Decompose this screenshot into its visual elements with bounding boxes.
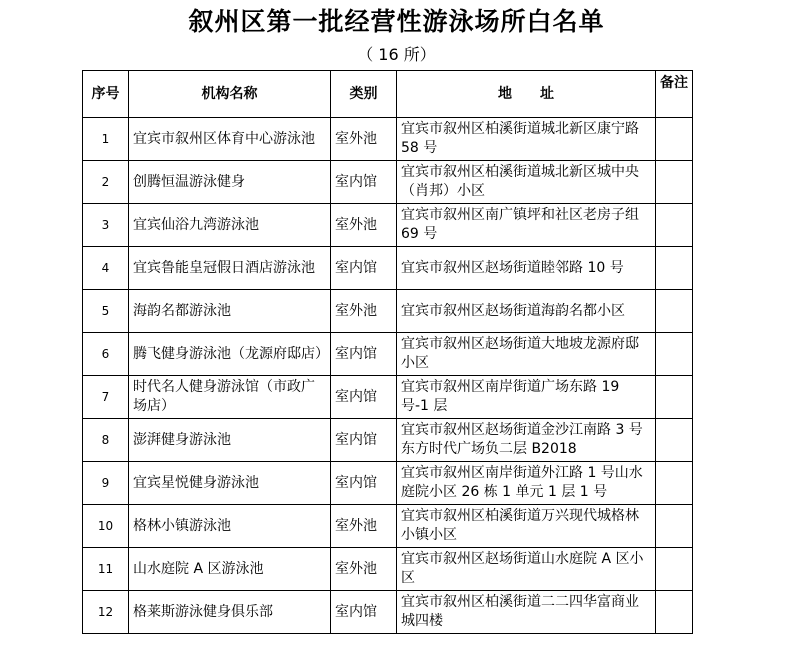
facility-type: 室外池 <box>331 118 397 161</box>
facility-address: 宜宾市叙州区南岸街道广场东路 19 号-1 层 <box>397 376 656 419</box>
facility-note <box>656 118 693 161</box>
facility-name: 山水庭院 A 区游泳池 <box>129 548 331 591</box>
table-row <box>83 290 693 333</box>
header-address: 地 址 <box>397 71 656 118</box>
row-index: 12 <box>83 591 129 634</box>
facility-type: 室外池 <box>331 548 397 591</box>
facility-name: 宜宾仙浴九湾游泳池 <box>129 204 331 247</box>
document-title: 叙州区第一批经营性游泳场所白名单 <box>188 7 605 36</box>
header-type: 类别 <box>331 71 397 118</box>
facility-note <box>656 204 693 247</box>
facility-type: 室内馆 <box>331 376 397 419</box>
facility-type: 室外池 <box>331 204 397 247</box>
facility-name: 格莱斯游泳健身俱乐部 <box>129 591 331 634</box>
document-subtitle: （ 16 所） <box>357 45 436 64</box>
facility-address: 宜宾市叙州区柏溪街道万兴现代城格林小镇小区 <box>397 505 656 548</box>
row-index: 11 <box>83 548 129 591</box>
facility-name: 腾飞健身游泳池（龙源府邸店） <box>129 333 331 376</box>
table-row <box>83 376 693 419</box>
row-index: 2 <box>83 161 129 204</box>
table-row <box>83 591 693 634</box>
facility-type: 室内馆 <box>331 462 397 505</box>
row-index: 3 <box>83 204 129 247</box>
facility-address: 宜宾市叙州区赵场街道大地坡龙源府邸小区 <box>397 333 656 376</box>
facility-address: 宜宾市叙州区柏溪街道城北新区城中央（肖邦）小区 <box>397 161 656 204</box>
facility-note <box>656 419 693 462</box>
table-row <box>83 505 693 548</box>
table-header-row <box>83 71 693 118</box>
whitelist-table <box>82 70 693 634</box>
table-row <box>83 419 693 462</box>
header-name: 机构名称 <box>129 71 331 118</box>
table-body <box>83 118 693 634</box>
facility-name: 宜宾星悦健身游泳池 <box>129 462 331 505</box>
table-row <box>83 462 693 505</box>
row-index: 7 <box>83 376 129 419</box>
facility-type: 室外池 <box>331 290 397 333</box>
facility-name: 海韵名都游泳池 <box>129 290 331 333</box>
row-index: 8 <box>83 419 129 462</box>
header-index: 序号 <box>83 71 129 118</box>
facility-note <box>656 290 693 333</box>
facility-address: 宜宾市叙州区赵场街道海韵名都小区 <box>397 290 656 333</box>
header-note: 备注 <box>656 71 693 118</box>
facility-note <box>656 505 693 548</box>
facility-note <box>656 548 693 591</box>
table-row <box>83 161 693 204</box>
facility-name: 格林小镇游泳池 <box>129 505 331 548</box>
facility-note <box>656 247 693 290</box>
facility-address: 宜宾市叙州区南广镇坪和社区老房子组 69 号 <box>397 204 656 247</box>
table-row <box>83 333 693 376</box>
facility-note <box>656 591 693 634</box>
facility-note <box>656 161 693 204</box>
facility-name: 创腾恒温游泳健身 <box>129 161 331 204</box>
facility-name: 宜宾鲁能皇冠假日酒店游泳池 <box>129 247 331 290</box>
facility-name: 澎湃健身游泳池 <box>129 419 331 462</box>
row-index: 6 <box>83 333 129 376</box>
facility-note <box>656 462 693 505</box>
facility-address: 宜宾市叙州区柏溪街道城北新区康宁路 58 号 <box>397 118 656 161</box>
row-index: 9 <box>83 462 129 505</box>
facility-type: 室内馆 <box>331 247 397 290</box>
facility-name: 宜宾市叙州区体育中心游泳池 <box>129 118 331 161</box>
table-row <box>83 204 693 247</box>
facility-type: 室内馆 <box>331 419 397 462</box>
table-row <box>83 247 693 290</box>
facility-address: 宜宾市叙州区赵场街道山水庭院 A 区小区 <box>397 548 656 591</box>
row-index: 1 <box>83 118 129 161</box>
facility-type: 室内馆 <box>331 591 397 634</box>
facility-address: 宜宾市叙州区赵场街道金沙江南路 3 号东方时代广场负二层 B2018 <box>397 419 656 462</box>
row-index: 4 <box>83 247 129 290</box>
facility-address: 宜宾市叙州区南岸街道外江路 1 号山水庭院小区 26 栋 1 单元 1 层 1 号 <box>397 462 656 505</box>
facility-name: 时代名人健身游泳馆（市政广场店） <box>129 376 331 419</box>
facility-type: 室内馆 <box>331 161 397 204</box>
row-index: 10 <box>83 505 129 548</box>
row-index: 5 <box>83 290 129 333</box>
table-row <box>83 118 693 161</box>
facility-address: 宜宾市叙州区柏溪街道二二四华富商业城四楼 <box>397 591 656 634</box>
facility-address: 宜宾市叙州区赵场街道睦邻路 10 号 <box>397 247 656 290</box>
table-row <box>83 548 693 591</box>
facility-note <box>656 333 693 376</box>
facility-type: 室内馆 <box>331 333 397 376</box>
facility-note <box>656 376 693 419</box>
facility-type: 室外池 <box>331 505 397 548</box>
